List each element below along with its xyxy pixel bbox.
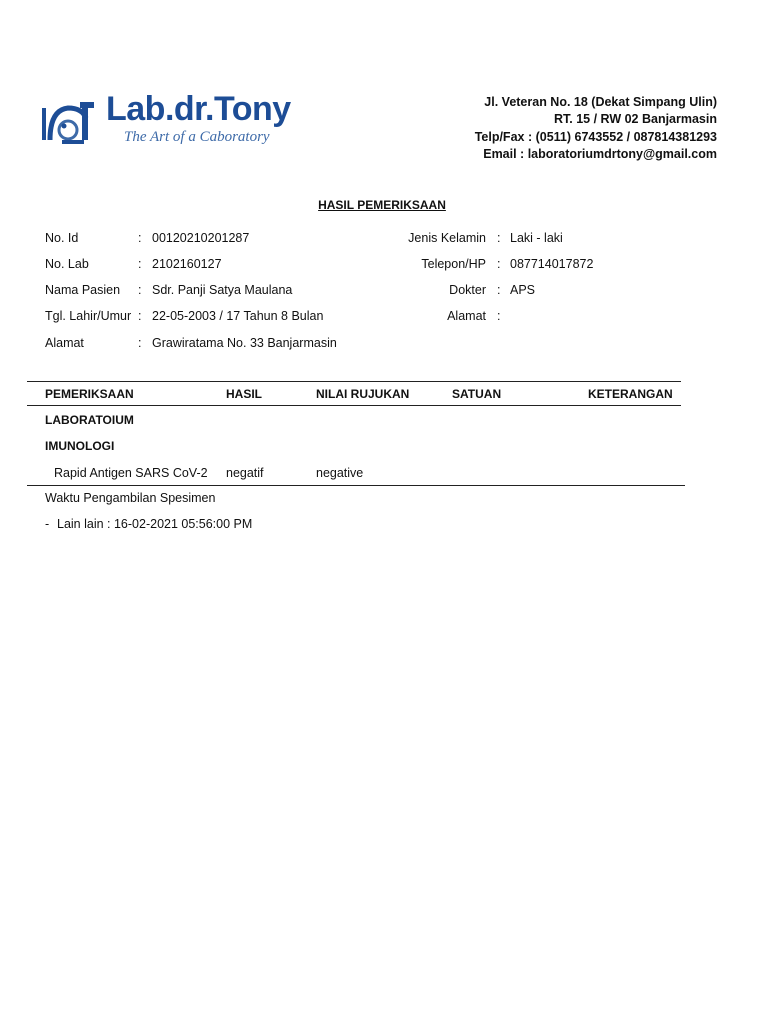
header-test: PEMERIKSAAN [45, 387, 134, 401]
colon: : [497, 309, 501, 323]
email-line: Email : laboratoriumdrtony@gmail.com [483, 146, 717, 161]
colon: : [138, 257, 142, 271]
label-patient-name: Nama Pasien [45, 283, 121, 297]
label-phone: Telepon/HP [421, 257, 486, 271]
colon: : [138, 309, 142, 323]
lab-logo [36, 90, 326, 154]
value-patient-name: Sdr. Panji Satya Maulana [152, 283, 293, 297]
colon: : [497, 257, 501, 271]
specimen-time: Lain lain : 16-02-2021 05:56:00 PM [57, 517, 253, 531]
label-doctor: Dokter [449, 283, 486, 297]
specimen-heading: Waktu Pengambilan Spesimen [45, 491, 216, 505]
colon: : [497, 283, 501, 297]
lab-address [475, 94, 717, 163]
cell-result: negatif [226, 466, 264, 480]
value-address: Grawiratama No. 33 Banjarmasin [152, 336, 337, 350]
lab-name: Lab.dr.Tony [106, 90, 291, 128]
value-no-lab: 2102160127 [152, 257, 222, 271]
label-birth-age: Tgl. Lahir/Umur [45, 309, 132, 323]
lab-tagline: The Art of a Caboratory [124, 129, 270, 145]
address-line: RT. 15 / RW 02 Banjarmasin [553, 112, 717, 127]
value-gender: Laki - laki [510, 231, 563, 245]
label-no-id: No. Id [45, 231, 79, 245]
header-unit: SATUAN [452, 387, 502, 401]
value-doctor: APS [510, 283, 536, 297]
cell-test: Rapid Antigen SARS CoV-2 [54, 466, 208, 480]
table-bottom-rule [27, 485, 685, 486]
header-reference: NILAI RUJUKAN [316, 387, 410, 401]
colon: : [138, 231, 142, 245]
header-result: HASIL [226, 387, 262, 401]
phone-line: Telp/Fax : (0511) 6743552 / 087814381293 [474, 129, 717, 144]
group-label: IMUNOLOGI [45, 439, 115, 453]
specimen-dash: - [45, 517, 50, 531]
value-phone: 087714017872 [510, 257, 594, 271]
colon: : [138, 283, 142, 297]
label-right-address: Alamat [447, 309, 486, 323]
section-label: LABORATOIUM [45, 413, 134, 427]
label-gender: Jenis Kelamin [408, 231, 486, 245]
address-line: Jl. Veteran No. 18 (Dekat Simpang Ulin) [484, 95, 717, 109]
header-note: KETERANGAN [588, 387, 673, 401]
value-birth-age: 22-05-2003 / 17 Tahun 8 Bulan [152, 309, 324, 323]
table-header-rule [27, 405, 681, 406]
colon: : [138, 336, 142, 350]
colon: : [497, 231, 501, 245]
table-top-rule [27, 381, 681, 382]
value-no-id: 00120210201287 [152, 231, 250, 245]
document-title: HASIL PEMERIKSAAN [318, 198, 446, 212]
label-no-lab: No. Lab [45, 257, 89, 271]
label-address: Alamat [45, 336, 84, 350]
microscope-logo-icon [36, 96, 100, 148]
cell-reference: negative [316, 466, 364, 480]
